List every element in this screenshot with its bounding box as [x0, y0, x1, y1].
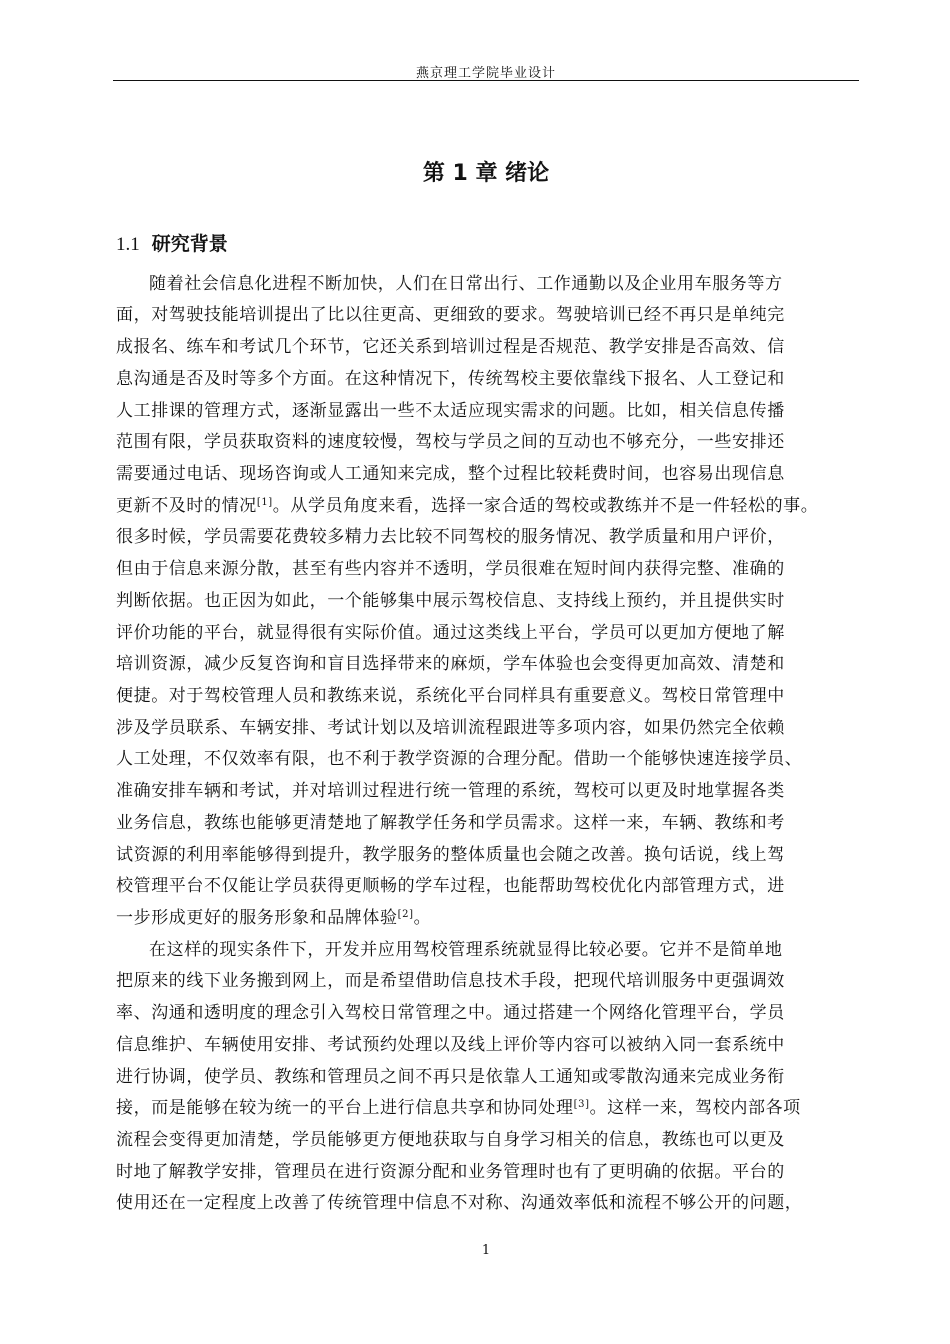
page-header: 燕京理工学院毕业设计 [415, 66, 556, 81]
body-line: 在这样的现实条件下，开发并应用驾校管理系统就显得比较必要。它并不是简单地 [149, 940, 783, 960]
header-rule [113, 80, 859, 81]
page-number: 1 [481, 1243, 491, 1258]
body-line: 便捷。对于驾校管理人员和教练来说，系统化平台同样具有重要意义。驾校日常管理中 [116, 686, 785, 706]
body-line: 息沟通是否及时等多个方面。在这种情况下，传统驾校主要依靠线下报名、人工登记和 [116, 369, 785, 389]
body-line: 范围有限，学员获取资料的速度较慢，驾校与学员之间的互动也不够充分，一些安排还 [116, 432, 785, 452]
body-line: 人工处理，不仅效率有限，也不利于教学资源的合理分配。借助一个能够快速连接学员、 [116, 749, 803, 769]
body-line [116, 906, 860, 930]
body-line: 但由于信息来源分散，甚至有些内容并不透明，学员很难在短时间内获得完整、准确的 [116, 559, 785, 579]
citation-ref: [1] [256, 497, 273, 508]
body-line: 随着社会信息化进程不断加快，人们在日常出行、工作通勤以及企业用车服务等方 [149, 274, 783, 294]
body-line: 使用还在一定程度上改善了传统管理中信息不对称、沟通效率低和流程不够公开的问题， [116, 1193, 803, 1213]
body-text: 更新不及时的情况 [116, 496, 257, 516]
body-text: 接，而是能够在较为统一的平台上进行信息共享和协同处理 [116, 1098, 574, 1118]
chapter-title: 第 1 章 绪论 [422, 161, 550, 186]
body-line: 信息维护、车辆使用安排、考试预约处理以及线上评价等内容可以被纳入同一套系统中 [116, 1035, 785, 1055]
body-line: 率、沟通和透明度的理念引入驾校日常管理之中。通过搭建一个网络化管理平台，学员 [116, 1003, 785, 1023]
section-number: 1.1 [116, 234, 140, 255]
body-line: 时地了解教学安排，管理员在进行资源分配和业务管理时也有了更明确的依据。平台的 [116, 1162, 785, 1182]
body-line: 流程会变得更加清楚，学员能够更方便地获取与自身学习相关的信息，教练也可以更及 [116, 1130, 785, 1150]
body-text: 。 [413, 908, 432, 928]
body-text: 。这样一来，驾校内部各项 [589, 1098, 801, 1118]
body-line: 人工排课的管理方式，逐渐显露出一些不太适应现实需求的问题。比如，相关信息传播 [116, 401, 785, 421]
section-heading [116, 229, 228, 256]
body-line [116, 494, 860, 518]
body-text: 一步形成更好的服务形象和品牌体验 [116, 908, 398, 928]
body-line: 业务信息，教练也能够更清楚地了解教学任务和学员需求。这样一来，车辆、教练和考 [116, 813, 785, 833]
body-line: 涉及学员联系、车辆安排、考试计划以及培训流程跟进等多项内容，如果仍然完全依赖 [116, 718, 785, 738]
body-line: 很多时候，学员需要花费较多精力去比较不同驾校的服务情况、教学质量和用户评价， [116, 527, 785, 547]
body-line: 准确安排车辆和考试，并对培训过程进行统一管理的系统，驾校可以更及时地掌握各类 [116, 781, 785, 801]
body-line: 进行协调，使学员、教练和管理员之间不再只是依靠人工通知或零散沟通来完成业务衔 [116, 1067, 785, 1087]
body-line: 判断依据。也正因为如此，一个能够集中展示驾校信息、支持线上预约，并且提供实时 [116, 591, 785, 611]
citation-ref: [2] [397, 909, 414, 920]
body-line: 面，对驾驶技能培训提出了比以往更高、更细致的要求。驾驶培训已经不再只是单纯完 [116, 305, 785, 325]
body-line: 试资源的利用率能够得到提升，教学服务的整体质量也会随之改善。换句话说，线上驾 [116, 845, 785, 865]
citation-ref: [3] [573, 1099, 590, 1110]
body-line: 把原来的线下业务搬到网上，而是希望借助信息技术手段，把现代培训服务中更强调效 [116, 971, 785, 991]
body-text: 。从学员角度来看，选择一家合适的驾校或教练并不是一件轻松的事。 [272, 496, 819, 516]
body-line: 校管理平台不仅能让学员获得更顺畅的学车过程，也能帮助驾校优化内部管理方式，进 [116, 876, 785, 896]
body-line [116, 1096, 860, 1120]
body-line: 成报名、练车和考试几个环节，它还关系到培训过程是否规范、教学安排是否高效、信 [116, 337, 785, 357]
section-title: 研究背景 [151, 233, 228, 255]
body-line: 需要通过电话、现场咨询或人工通知来完成，整个过程比较耗费时间，也容易出现信息 [116, 464, 785, 484]
body-line: 培训资源，减少反复咨询和盲目选择带来的麻烦，学车体验也会变得更加高效、清楚和 [116, 654, 785, 674]
body-line: 评价功能的平台，就显得很有实际价值。通过这类线上平台，学员可以更加方便地了解 [116, 623, 785, 643]
